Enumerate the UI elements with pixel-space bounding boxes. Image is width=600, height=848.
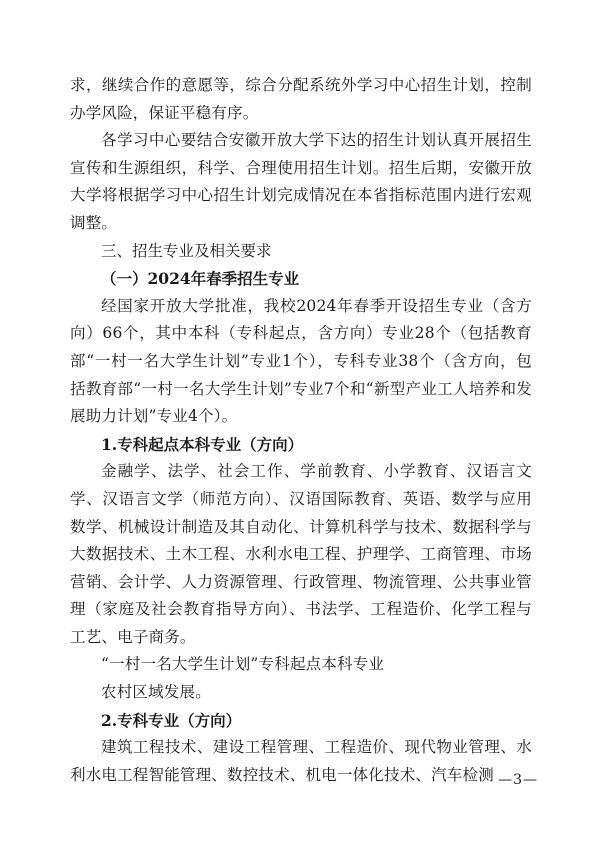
paragraph-village-plan-bachelor: “一村一名大学生计划”专科起点本科专业 [101,655,385,674]
item-heading-1: 1.专科起点本科专业（方向） [101,434,304,454]
subsection-heading-1: （一）2024年春季招生专业 [101,269,300,289]
paragraph-junior-college-majors: 建筑工程技术、建设工程管理、工程造价、现代物业管理、水利水电工程智能管理、数控技术、机电一体化技术、汽车检测 [70,738,532,784]
paragraph-bachelor-majors: 金融学、法学、社会工作、学前教育、小学教育、汉语言文学、汉语言文学（师范方向）、汉语国际教育、英语、数学与应用数学、机械设计制造及其自动化、计算机科学与技术、数据科学与大数据技术、土木工程、水利水电工程、护理学、工商管理、市场营销、会计学、人力资源管理、行政管理、物流管理、公共事业管理（家庭及社会教育指导方向）、书法学、工程造价、化学工程与工艺、电子商务。 [70,462,532,646]
paragraph-continuation: 求，继续合作的意愿等，综合分配系统外学习中心招生计划，控制办学风险，保证平稳有序。 [70,76,532,122]
section-heading-3: 三、招生专业及相关要求 [101,241,272,260]
page-number: —3— [498,772,538,788]
paragraph-rural-development: 农村区域发展。 [101,683,211,702]
paragraph-learning-centers: 各学习中心要结合安徽开放大学下达的招生计划认真开展招生宣传和生源组织，科学、合理使用招生计划。招生后期，安徽开放大学将根据学习中心招生计划完成情况在本省指标范围内进行宏观调整。 [70,131,532,232]
paragraph-approval: 经国家开放大学批准，我校2024年春季开设招生专业（含方向）66个，其中本科（专科起点，含方向）专业28个（包括教育部“一村一名大学生计划”专业1个），专科专业38个（含方向，包括教育部“一村一名大学生计划”专业7个和“新型产业工人培养和发展助力计划”专业4个）。 [70,296,532,426]
item-heading-2: 2.专科专业（方向） [101,710,242,730]
document-body [70,72,532,789]
